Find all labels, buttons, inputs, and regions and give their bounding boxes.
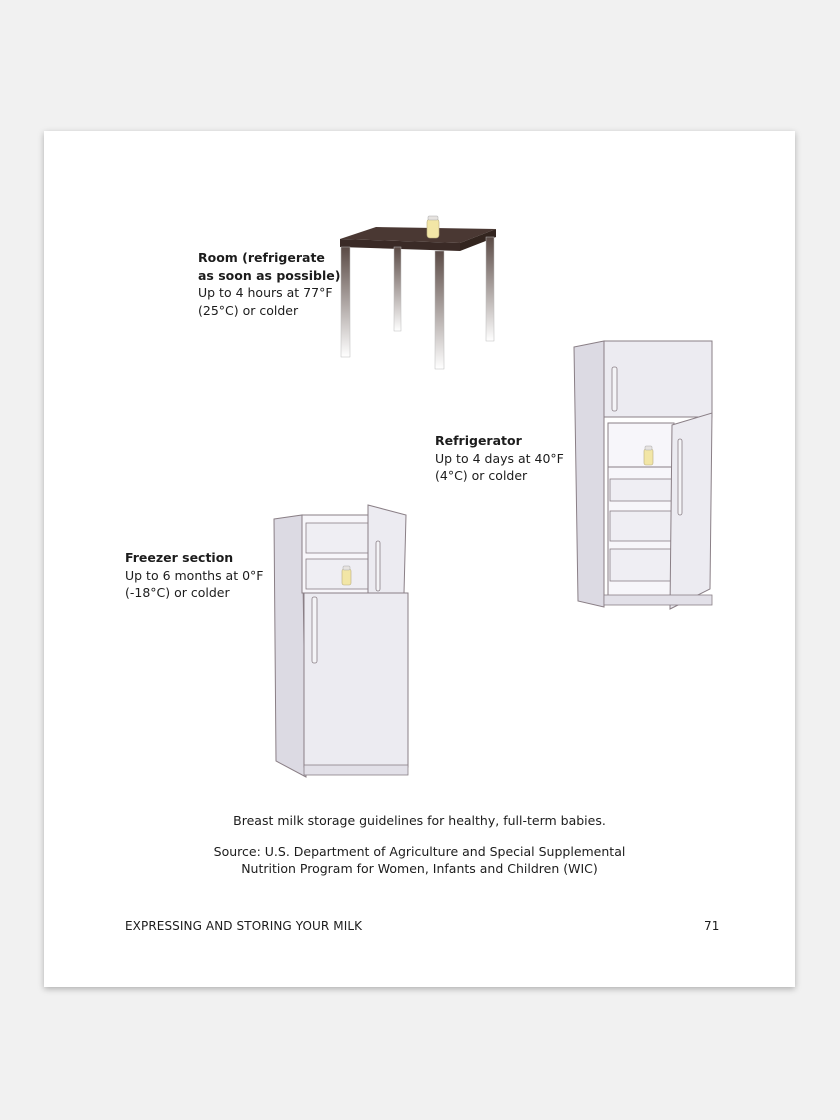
room-caption [198, 249, 340, 319]
fridge-door [304, 593, 408, 767]
freezer-detail-line-1: Up to 6 months at 0°F [125, 567, 264, 583]
freezer-caption [125, 549, 264, 602]
source-line-1: Source: U.S. Department of Agriculture and Special Supplemental [213, 844, 626, 859]
freezer-title: Freezer section [125, 550, 234, 565]
room-detail-line-1: Up to 4 hours at 77°F [198, 285, 333, 300]
freezer-door [604, 341, 712, 417]
chapter-title: EXPRESSING AND STORING YOUR MILK [125, 919, 363, 933]
freezer-detail-line-2: (-18°C) or colder [125, 585, 230, 600]
milk-bottle-icon [644, 446, 653, 465]
freezer-handle [376, 541, 380, 591]
table-illustration [334, 213, 504, 373]
freezer-door [368, 505, 406, 595]
table-leg [341, 247, 350, 357]
table-leg [486, 237, 494, 341]
table-leg [435, 251, 444, 369]
freezer-illustration [270, 503, 412, 779]
refrigerator-illustration [572, 339, 722, 615]
table-leg [394, 247, 401, 331]
fridge-door [670, 413, 712, 609]
refrigerator-caption [435, 432, 564, 485]
source-line-2: Nutrition Program for Women, Infants and Children (WIC) [241, 861, 598, 876]
page-number: 71 [704, 919, 720, 933]
refrigerator-detail-line-1: Up to 4 days at 40°F [435, 450, 564, 466]
room-detail-line-2: (25°C) or colder [198, 302, 299, 318]
room-title-line-2: as soon as possible) [198, 267, 341, 283]
refrigerator-detail-line-2: (4°C) or colder [435, 468, 528, 483]
refrigerator-title: Refrigerator [435, 433, 522, 448]
room-title-line-1: Room (refrigerate [198, 250, 325, 265]
freezer-handle [612, 367, 617, 411]
fridge-handle [678, 439, 682, 515]
book-page [44, 131, 795, 987]
fridge-handle [312, 597, 317, 663]
milk-bottle-icon [427, 216, 439, 238]
figure-caption: Breast milk storage guidelines for healthy, full-term babies. [233, 813, 606, 828]
milk-bottle-icon [342, 566, 351, 585]
